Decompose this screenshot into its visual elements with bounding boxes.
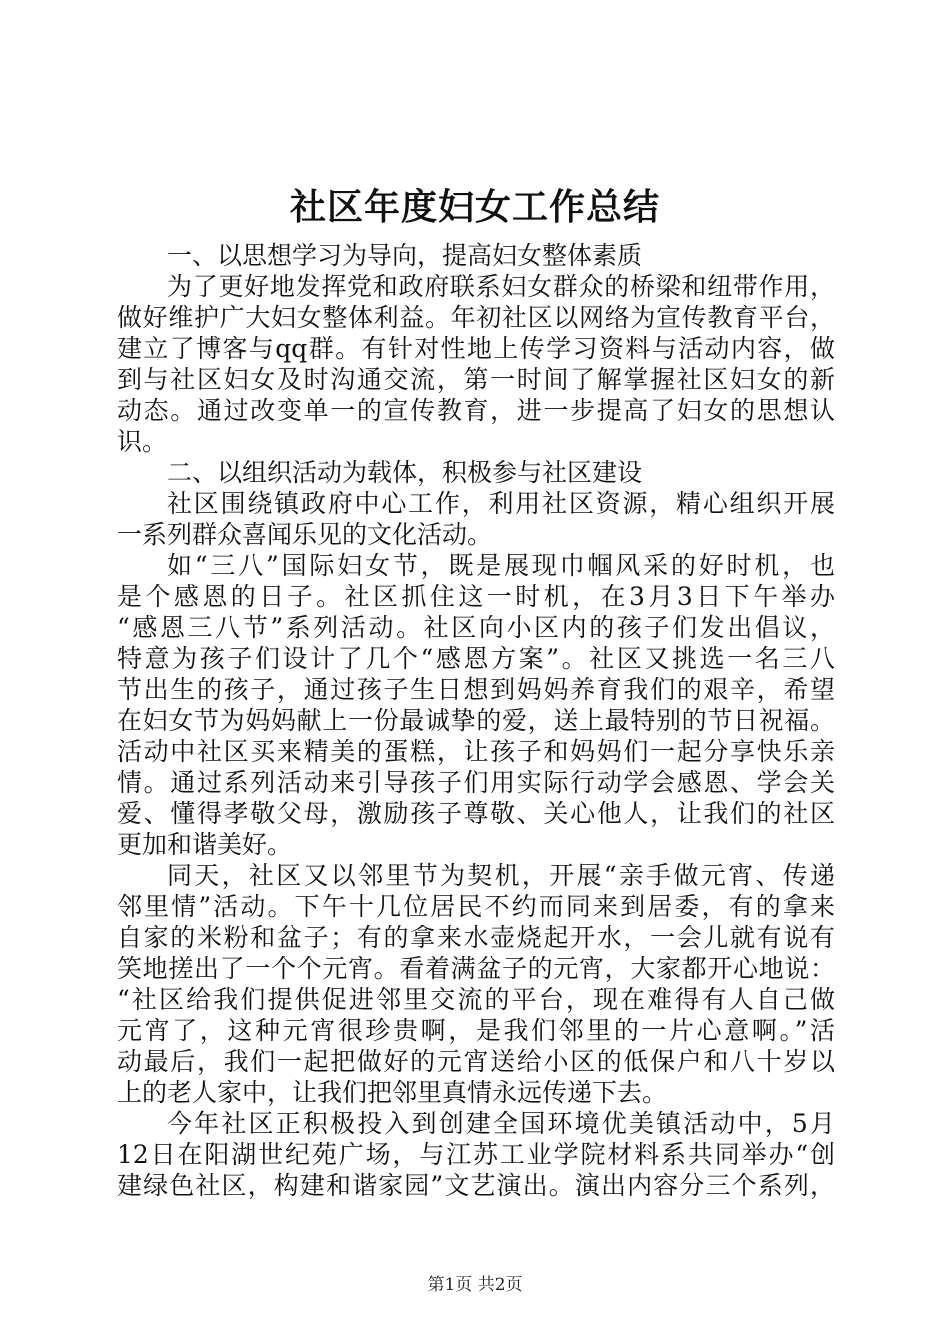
text-line: 识。 — [117, 427, 168, 456]
page-footer: 第1页 共2页 — [427, 1275, 523, 1295]
text-line: “社区给我们提供促进邻里交流的平台，现在难得有人自己做 — [117, 985, 835, 1014]
text-line: 爱、懂得孝敬父母，激励孩子尊敬、关心他人，让我们的社区 — [117, 799, 835, 828]
text-line: 在妇女节为妈妈献上一份最诚挚的爱，送上最特别的节日祝福。 — [117, 706, 835, 735]
document-body — [117, 240, 835, 1201]
text-line: 动态。通过改变单一的宣传教育，进一步提高了妇女的思想认 — [117, 396, 835, 425]
text-line: 建立了博客与qq群。有针对性地上传学习资料与活动内容，做 — [117, 334, 835, 363]
text-line: 活动中社区买来精美的蛋糕，让孩子和妈妈们一起分享快乐亲 — [117, 737, 835, 766]
text-line: 建绿色社区，构建和谐家园”文艺演出。演出内容分三个系列， — [117, 1171, 835, 1200]
text-line: 更加和谐美好。 — [117, 830, 293, 859]
text-line: 到与社区妇女及时沟通交流，第一时间了解掌握社区妇女的新 — [117, 365, 835, 394]
text-line: 二、以组织活动为载体，积极参与社区建设 — [167, 458, 643, 487]
text-line: 自家的米粉和盆子；有的拿来水壶烧起开水，一会儿就有说有 — [117, 923, 835, 952]
text-line: 元宵了，这种元宵很珍贵啊，是我们邻里的一片心意啊。”活 — [117, 1016, 835, 1045]
text-line: 如“三八”国际妇女节，既是展现巾帼风采的好时机，也 — [167, 551, 835, 580]
text-line: “感恩三八节”系列活动。社区向小区内的孩子们发出倡议， — [117, 613, 835, 642]
text-line: 动最后，我们一起把做好的元宵送给小区的低保户和八十岁以 — [117, 1047, 835, 1076]
text-line: 12日在阳湖世纪苑广场，与江苏工业学院材料系共同举办“创 — [117, 1140, 835, 1169]
text-line: 一、以思想学习为导向，提高妇女整体素质 — [167, 241, 643, 270]
text-line: 情。通过系列活动来引导孩子们用实际行动学会感恩、学会关 — [117, 768, 835, 797]
text-line: 是个感恩的日子。社区抓住这一时机，在3月3日下午举办 — [117, 582, 835, 611]
text-line: 社区围绕镇政府中心工作，利用社区资源，精心组织开展 — [167, 489, 835, 518]
text-line: 为了更好地发挥党和政府联系妇女群众的桥梁和纽带作用， — [167, 272, 835, 301]
text-line: 同天，社区又以邻里节为契机，开展“亲手做元宵、传递 — [167, 861, 835, 890]
page-title: 社区年度妇女工作总结 — [289, 187, 660, 228]
text-line: 节出生的孩子，通过孩子生日想到妈妈养育我们的艰辛，希望 — [117, 675, 835, 704]
text-line: 邻里情”活动。下午十几位居民不约而同来到居委，有的拿来 — [117, 892, 835, 921]
text-line: 一系列群众喜闻乐见的文化活动。 — [117, 520, 493, 549]
text-line: 今年社区正积极投入到创建全国环境优美镇活动中，5月 — [167, 1109, 835, 1138]
text-line: 做好维护广大妇女整体利益。年初社区以网络为宣传教育平台， — [117, 303, 835, 332]
text-line: 笑地搓出了一个个元宵。看着满盆子的元宵，大家都开心地说： — [117, 954, 835, 983]
text-line: 上的老人家中，让我们把邻里真情永远传递下去。 — [117, 1078, 668, 1107]
text-line: 特意为孩子们设计了几个“感恩方案”。社区又挑选一名三八 — [117, 644, 835, 673]
